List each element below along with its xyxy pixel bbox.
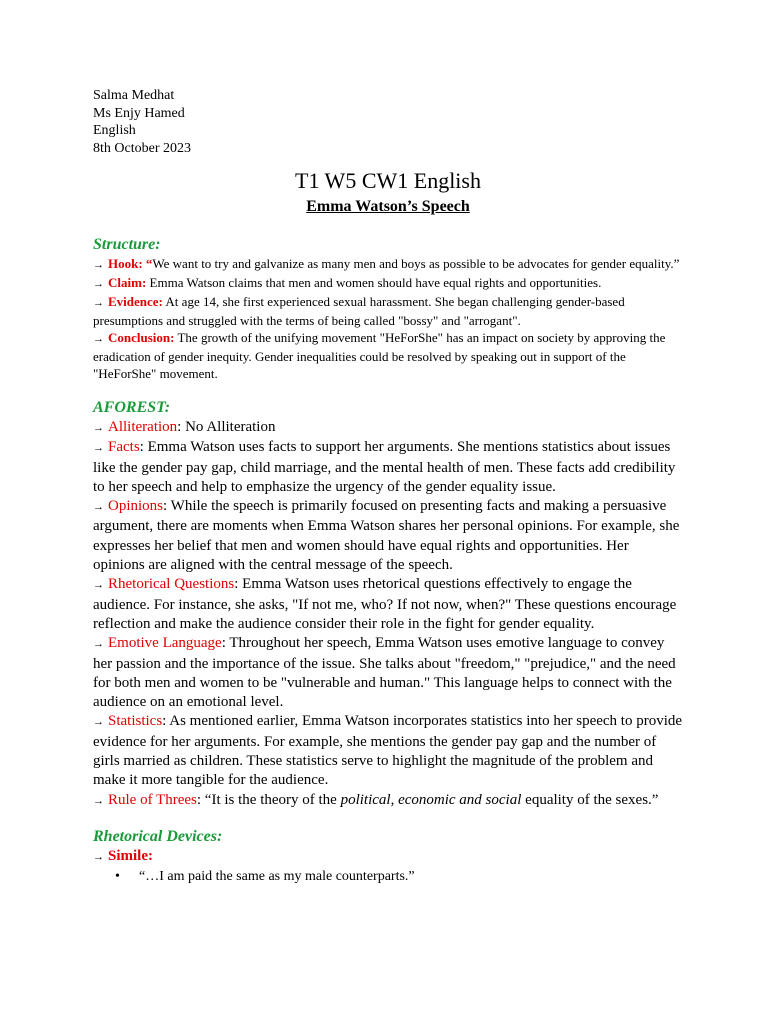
arrow-icon: → (93, 716, 104, 729)
structure-heading: Structure: (93, 236, 161, 253)
item-text: : Throughout her speech, Emma Watson uses emotive language to convey her passion and the importance of the issue. She talks about "freedom," "prejudice," and the need for both men and women to be "vulnerable and human." This language helps to connect with the audience on an emotional level. (93, 635, 676, 711)
item-label: Alliteration (108, 419, 178, 435)
item-text: Emma Watson claims that men and women should have equal rights and opportunities. (146, 275, 602, 290)
structure-item-claim (93, 274, 683, 293)
item-label: Emotive Language (108, 635, 222, 652)
item-text: : No Alliteration (177, 419, 276, 435)
item-label: Rule of Threes (108, 791, 197, 808)
aforest-heading: AFOREST: (93, 399, 171, 416)
document-subtitle: Emma Watson’s Speech (306, 198, 470, 215)
arrow-icon: → (93, 579, 104, 592)
item-text-italic: political, economic and social (340, 791, 522, 808)
item-text: : Emma Watson uses facts to support her arguments. She mentions statistics about issues like the gender pay gap, child marriage, and the mental health of men. These facts add credibility to her speech and help to emphasize the urgency of the gender equality issue. (93, 439, 676, 495)
item-text: : As mentioned earlier, Emma Watson incorporates statistics into her speech to provide evidence for her arguments. For example, she mentions the gender pay gap and the number of girls married as children. These statistics serve to highlight the magnitude of the problem and make it more tangible for the audience. (93, 713, 683, 789)
item-label: Rhetorical Questions (108, 576, 235, 593)
arrow-icon: → (93, 794, 104, 807)
author-name: Salma Medhat (93, 88, 175, 103)
arrow-icon: → (93, 442, 104, 455)
aforest-item-rule-of-threes (93, 791, 683, 811)
item-label: Simile: (108, 847, 153, 864)
document-title: T1 W5 CW1 English (295, 168, 481, 193)
item-label: Conclusion: (108, 330, 175, 345)
item-text-end: equality of the sexes.” (521, 791, 659, 808)
item-text: : While the speech is primarily focused on presenting facts and making a persuasive argument, there are moments when Emma Watson shares her personal opinions. For example, she expresses her belief that men and women should have equal rights and opportunities. Her opinions are aligned with the central message of the speech. (93, 498, 680, 574)
bullet-text: “…I am paid the same as my male counterparts.” (139, 869, 415, 885)
aforest-item-alliteration (93, 418, 683, 438)
item-text: : Emma Watson uses rhetorical questions effectively to engage the audience. For instance, she asks, "If not me, who? If not now, when?" These questions encourage reflection and make the audience consider their role in the fight for gender equality. (93, 576, 677, 632)
aforest-item-facts (93, 438, 683, 497)
item-label: Claim: (108, 275, 147, 290)
arrow-icon: → (93, 333, 104, 345)
simile-item (93, 847, 683, 867)
item-text: The growth of the unifying movement "HeForShe" has an impact on society by approving the eradication of gender inequity. Gender inequalities could be resolved by speaking out in support of the "HeForShe" movement. (93, 330, 666, 381)
arrow-icon: → (93, 501, 104, 514)
bullet-icon: • (115, 869, 120, 885)
arrow-icon: → (93, 297, 104, 309)
item-label: Statistics (108, 713, 163, 730)
arrow-icon: → (93, 422, 104, 434)
date: 8th October 2023 (93, 140, 191, 156)
rhetorical-devices-heading: Rhetorical Devices: (93, 827, 223, 845)
document-page (93, 87, 683, 886)
item-text: At age 14, she first experienced sexual harassment. She began challenging gender-based presumptions and struggled with the terms of being called "bossy" and "arrogant". (93, 294, 625, 328)
item-label: Facts (108, 439, 140, 456)
teacher-name: Ms Enjy Hamed (93, 105, 185, 121)
simile-bullet (115, 867, 683, 886)
item-label: Opinions (108, 498, 164, 515)
structure-item-hook (93, 255, 683, 274)
item-label: Hook: “ (108, 256, 153, 271)
structure-item-evidence (93, 293, 683, 329)
item-text: We want to try and galvanize as many men and boys as possible to be advocates for gender equality.” (152, 256, 680, 271)
aforest-item-emotive-language (93, 634, 683, 712)
subject: English (93, 123, 136, 138)
arrow-icon: → (93, 850, 104, 863)
structure-item-conclusion (93, 329, 683, 382)
item-label: Evidence: (108, 294, 163, 309)
arrow-icon: → (93, 638, 104, 651)
aforest-item-opinions (93, 497, 683, 575)
aforest-item-rhetorical-questions (93, 575, 683, 634)
aforest-item-statistics (93, 712, 683, 790)
arrow-icon: → (93, 278, 104, 290)
item-text: : “It is the theory of the (196, 791, 341, 808)
arrow-icon: → (93, 259, 104, 271)
